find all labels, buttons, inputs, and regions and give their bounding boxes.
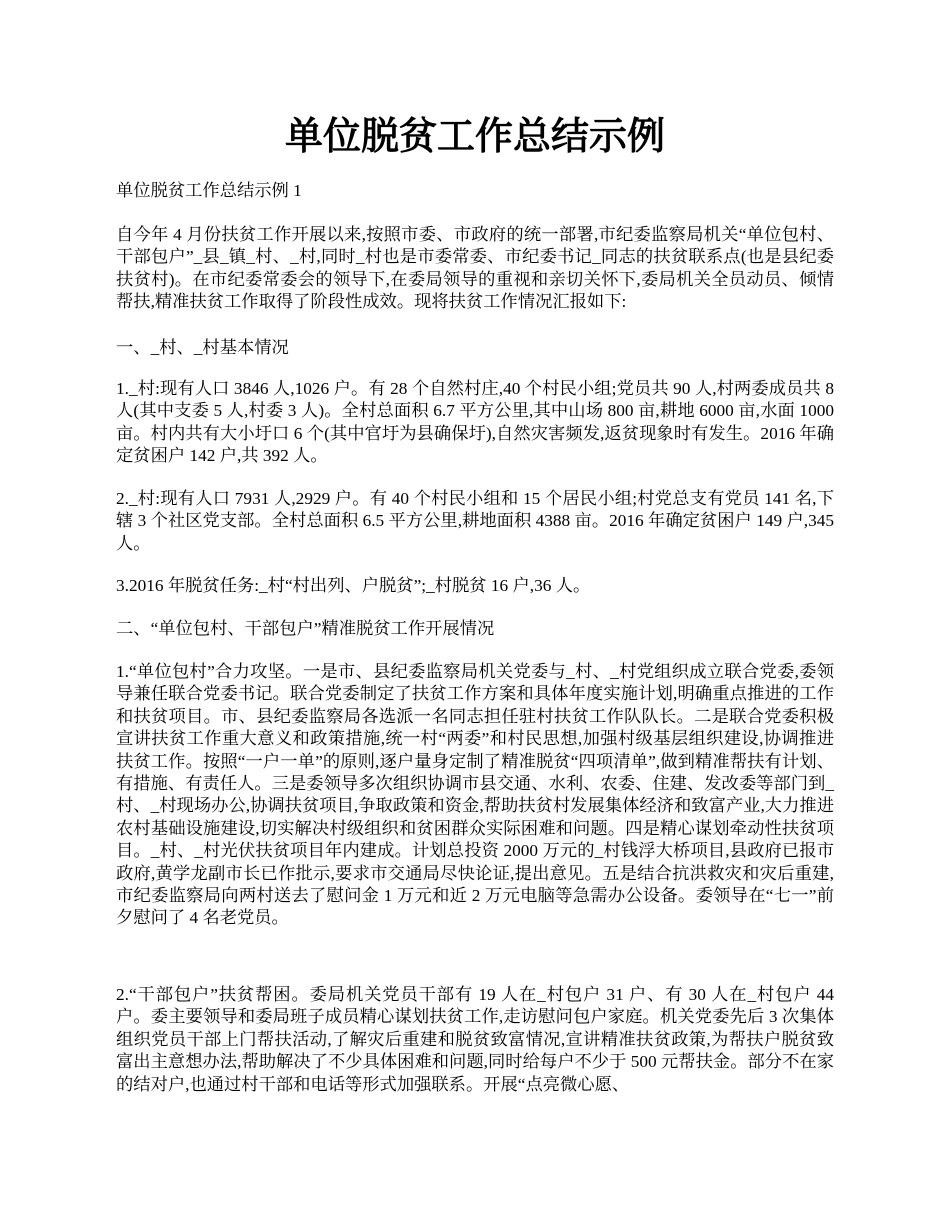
section-heading-2: 二、“单位包村、干部包户”精准脱贫工作开展情况: [116, 619, 495, 638]
intro-paragraph: 自今年 4 月份扶贫工作开展以来,按照市委、市政府的统一部署,市纪委监察局机关“单位包村、干部包户”_县_镇_村、_村,同时_村也是市委常委、市纪委书记_同志的扶贫联系点(也是县纪委扶贫村)。在市纪委常委会的领导下,在委局领导的重视和亲切关怀下,委局机关全员动员、倾情帮扶,精准扶贫工作取得了阶段性成效。现将扶贫工作情况汇报如下:: [116, 225, 834, 312]
subtitle-paragraph: 单位脱贫工作总结示例 1: [116, 181, 302, 200]
village-2-paragraph: 2._村:现有人口 7931 人,2929 户。有 40 个村民小组和 15 个居民小组;村党总支有党员 141 名,下辖 3 个社区党支部。全村总面积 6.5 平方公里,耕地面积 4388 亩。2016 年确定贫困户 149 户,345 人。: [116, 489, 834, 553]
document-title: 单位脱贫工作总结示例: [284, 113, 665, 158]
task-paragraph: 3.2016 年脱贫任务:_村“村出列、户脱贫”;_村脱贫 16 户,36 人。: [116, 576, 591, 595]
unit-village-paragraph: 1.“单位包村”合力攻坚。一是市、县纪委监察局机关党委与_村、_村党组织成立联合党委,委领导兼任联合党委书记。联合党委制定了扶贫工作方案和具体年度实施计划,明确重点推进的工作和扶贫项目。市、县纪委监察局各选派一名同志担任驻村扶贫工作队队长。二是联合党委积极宣讲扶贫工作重大意义和政策措施,统一村“两委”和村民思想,加强村级基层组织建设,协调推进扶贫工作。按照“一户一单”的原则,逐户量身定制了精准脱贫“四项清单”,做到精准帮扶有计划、有措施、有责任人。三是委领导多次组织协调市县交通、水利、农委、住建、发改委等部门到_村、_村现场办公,协调扶贫项目,争取政策和资金,帮助扶贫村发展集体经济和致富产业,大力推进农村基础设施建设,切实解决村级组织和贫困群众实际困难和问题。四是精心谋划牵动性扶贫项目。_村、_村光伏扶贫项目年内建成。计划总投资 2000 万元的_村钱浮大桥项目,县政府已报市政府,黄学龙副市长已作批示,要求市交通局尽快论证,提出意见。五是结合抗洪救灾和灾后重建,市纪委监察局向两村送去了慰问金 1 万元和近 2 万元电脑等急需办公设备。委领导在“七一”前夕慰问了 4 名老党员。: [116, 662, 834, 928]
section-heading-1: 一、_村、_村基本情况: [116, 338, 289, 357]
village-1-paragraph: 1._村:现有人口 3846 人,1026 户。有 28 个自然村庄,40 个村民小组;党员共 90 人,村两委成员共 8 人(其中支委 5 人,村委 3 人)。全村总面积 6.7 平方公里,其中山场 800 亩,耕地 6000 亩,水面 1000 亩。村内共有大小圩口 6 个(其中官圩为县确保圩),自然灾害频发,返贫现象时有发生。2016 年确定贫困户 142 户,共 392 人。: [116, 379, 834, 466]
cadre-household-paragraph: 2.“干部包户”扶贫帮困。委局机关党员干部有 19 人在_村包户 31 户、有 30 人在_村包户 44 户。委主要领导和委局班子成员精心谋划扶贫工作,走访慰问包户家庭。机关党委先后 3 次集体组织党员干部上门帮扶活动,了解灾后重建和脱贫致富情况,宣讲精准扶贫政策,为帮扶户脱贫致富出主意想办法,帮助解决了不少具体困难和问题,同时给每户不少于 500 元帮扶金。部分不在家的结对户,也通过村干部和电话等形式加强联系。开展“点亮微心愿、: [116, 985, 834, 1094]
